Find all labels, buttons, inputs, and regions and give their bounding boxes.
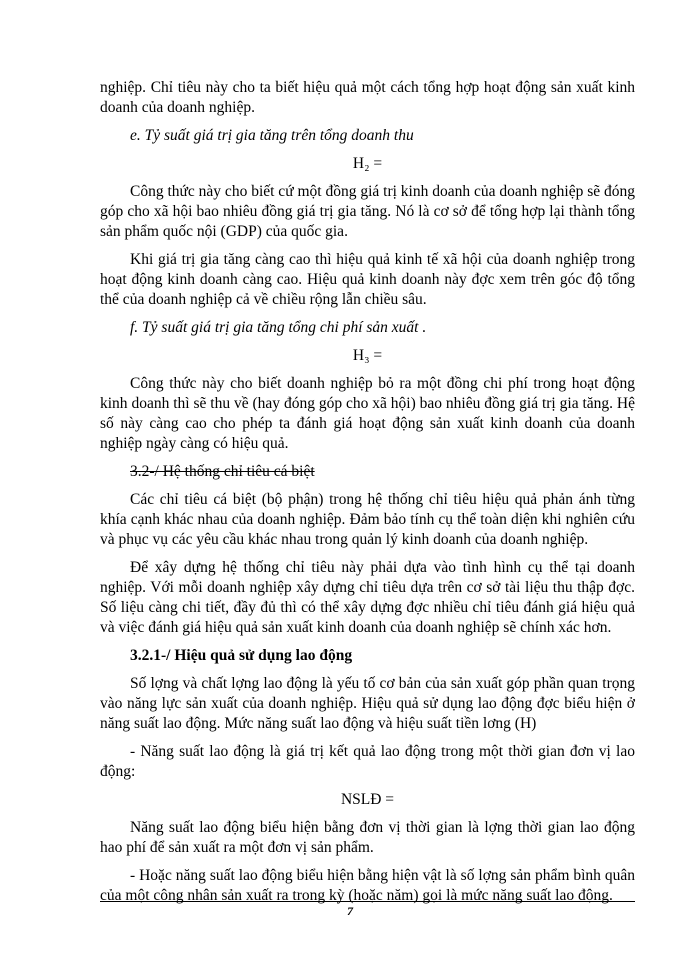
paragraph-individual-indicators: Các chỉ tiêu cá biệt (bộ phận) trong hệ thống chỉ tiêu hiệu quả phản ánh từng khía cạnh khác nhau của doanh nghiệp. Đảm bảo tính cụ thể toàn diện khi nghiên cứu và phục vụ các yêu cầu khác nhau trong quản lý kinh doanh của doanh nghiệp. (100, 491, 635, 548)
section-heading-3-2-1: 3.2.1-/ Hiệu quả sử dụng lao động (130, 647, 353, 664)
heading-f: f. Tỷ suất giá trị gia tăng tổng chi phí sản xuất . (130, 319, 427, 336)
formula-h3: H₃ = (352, 347, 383, 364)
paragraph-h3-explanation: Công thức này cho biết doanh nghiệp bỏ ra một đồng chi phí trong hoạt động kinh doanh thì sẽ thu về (hay đóng góp cho xã hội) bao nhiêu đồng giá trị gia tăng. Hệ số này càng cao cho phép ta đánh giá hoạt động sản xuất kinh doanh của doanh nghiệp ngày càng có hiệu quả. (100, 375, 635, 452)
paragraph-labor: Số lợng và chất lợng lao động là yếu tố cơ bản của sản xuất góp phần quan trọng vào năng lực sản xuất của doanh nghiệp. Hiệu quả sử dụng lao động đợc biểu hiện ở năng suất lao động. Mức năng suất lao động và hiệu suất tiền lơng (H) (100, 675, 635, 732)
paragraph-physical-unit: - Hoặc năng suất lao động biểu hiện bằng hiện vật là số lợng sản phẩm bình quân của một công nhân sản xuất ra trong kỳ (hoặc năm) gọi là mức năng suất lao động. (100, 867, 635, 904)
paragraph-time-unit: Năng suất lao động biểu hiện bằng đơn vị thời gian là lợng thời gian lao động hao phí để sản xuất ra một đơn vị sản phẩm. (100, 819, 635, 856)
paragraph-labor-productivity: - Năng suất lao động là giá trị kết quả lao động trong một thời gian đơn vị lao động: (100, 743, 635, 780)
paragraph-h2-explanation: Công thức này cho biết cứ một đồng giá trị kinh doanh của doanh nghiệp sẽ đóng góp cho xã hội bao nhiêu đồng giá trị gia tăng. Nó là cơ sở để tổng hợp lại thành tổng sản phẩm quốc nội (GDP) của quốc gia. (100, 183, 635, 240)
section-heading-3-2: 3.2-/ Hệ thống chỉ tiêu cá biệt (130, 463, 315, 480)
heading-e: e. Tỷ suất giá trị gia tăng trên tổng doanh thu (130, 127, 414, 144)
paragraph-build-system: Để xây dựng hệ thống chỉ tiêu này phải dựa vào tình hình cụ thể tại doanh nghiệp. Với mỗi doanh nghiệp xây dựng chỉ tiêu dựa trên cơ sở tài liệu thu thập đợc. Số liệu càng chi tiết, đầy đủ thì có thể xây dựng đợc nhiều chỉ tiêu đánh giá hiệu quả và việc đánh giá hiệu quả sản xuất kinh doanh của doanh nghiệp sẽ chính xác hơn. (100, 559, 635, 636)
document-body (100, 78, 635, 906)
formula-nsld: NSLĐ = (340, 791, 395, 808)
formula-h2: H₂ = (352, 155, 383, 172)
paragraph-intro: nghiệp. Chỉ tiêu này cho ta biết hiệu quả một cách tổng hợp hoạt động sản xuất kinh doanh của doanh nghiệp. (100, 79, 635, 116)
footer-divider (100, 901, 635, 902)
page-number: 7 (347, 904, 353, 918)
paragraph-value-added: Khi giá trị gia tăng càng cao thì hiệu quả kinh tế xã hội của doanh nghiệp trong hoạt động kinh doanh càng cao. Hiệu quả kinh doanh này đợc xem trên góc độ tổng thể của doanh nghiệp cả về chiều rộng lẫn chiều sâu. (100, 251, 635, 308)
